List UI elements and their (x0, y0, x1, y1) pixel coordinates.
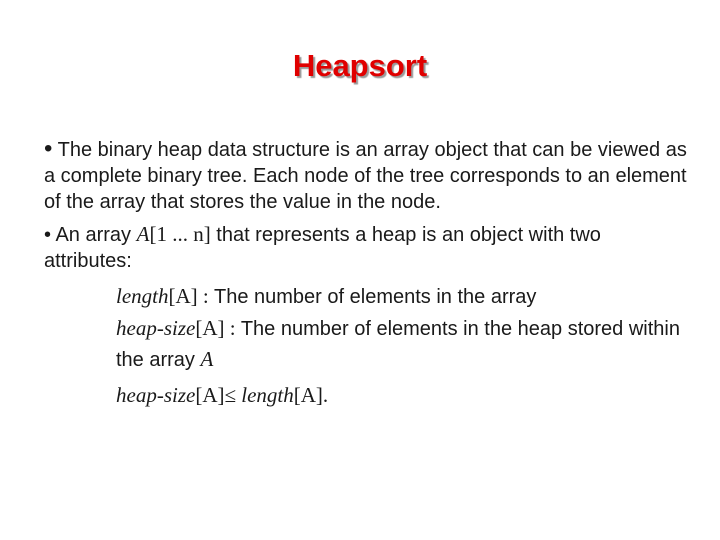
paragraph-binary-heap (44, 136, 694, 215)
length-arg: [A] : (168, 284, 214, 308)
inequality-rhs: length (241, 383, 294, 407)
attribute-list (116, 280, 694, 412)
heap-size-inequality (116, 379, 694, 412)
slide-body (44, 136, 694, 412)
bullet-icon: • (44, 224, 52, 246)
array-symbol: A (136, 222, 150, 246)
length-description: The number of elements in the array (214, 286, 537, 308)
inequality-lhs-arg: [A]≤ (195, 383, 242, 407)
heap-size-attribute (116, 313, 694, 375)
length-attribute (116, 280, 694, 313)
heap-size-description: The number of elements in the heap stored within the array (116, 318, 680, 371)
heap-size-array-symbol: A (200, 347, 214, 371)
inequality-rhs-arg: [A]. (293, 383, 329, 407)
slide-title: Heapsort (292, 48, 428, 83)
heap-size-arg: [A] : (195, 316, 241, 340)
paragraph-suffix: that represents a heap is an object with two attributes: (44, 224, 601, 272)
bullet-icon: • (44, 135, 53, 162)
length-name: length (116, 284, 169, 308)
inequality-lhs: heap-size (116, 383, 196, 407)
paragraph-array-attributes (44, 221, 694, 274)
heap-size-name: heap-size (116, 316, 196, 340)
paragraph-prefix: An array (51, 224, 137, 246)
array-range: [1 ... n] (149, 222, 211, 246)
paragraph-text: The binary heap data structure is an array object that can be viewed as a complete binary tree. Each node of the tree corresponds to an element of the array that stores the value in the node. (44, 139, 687, 213)
